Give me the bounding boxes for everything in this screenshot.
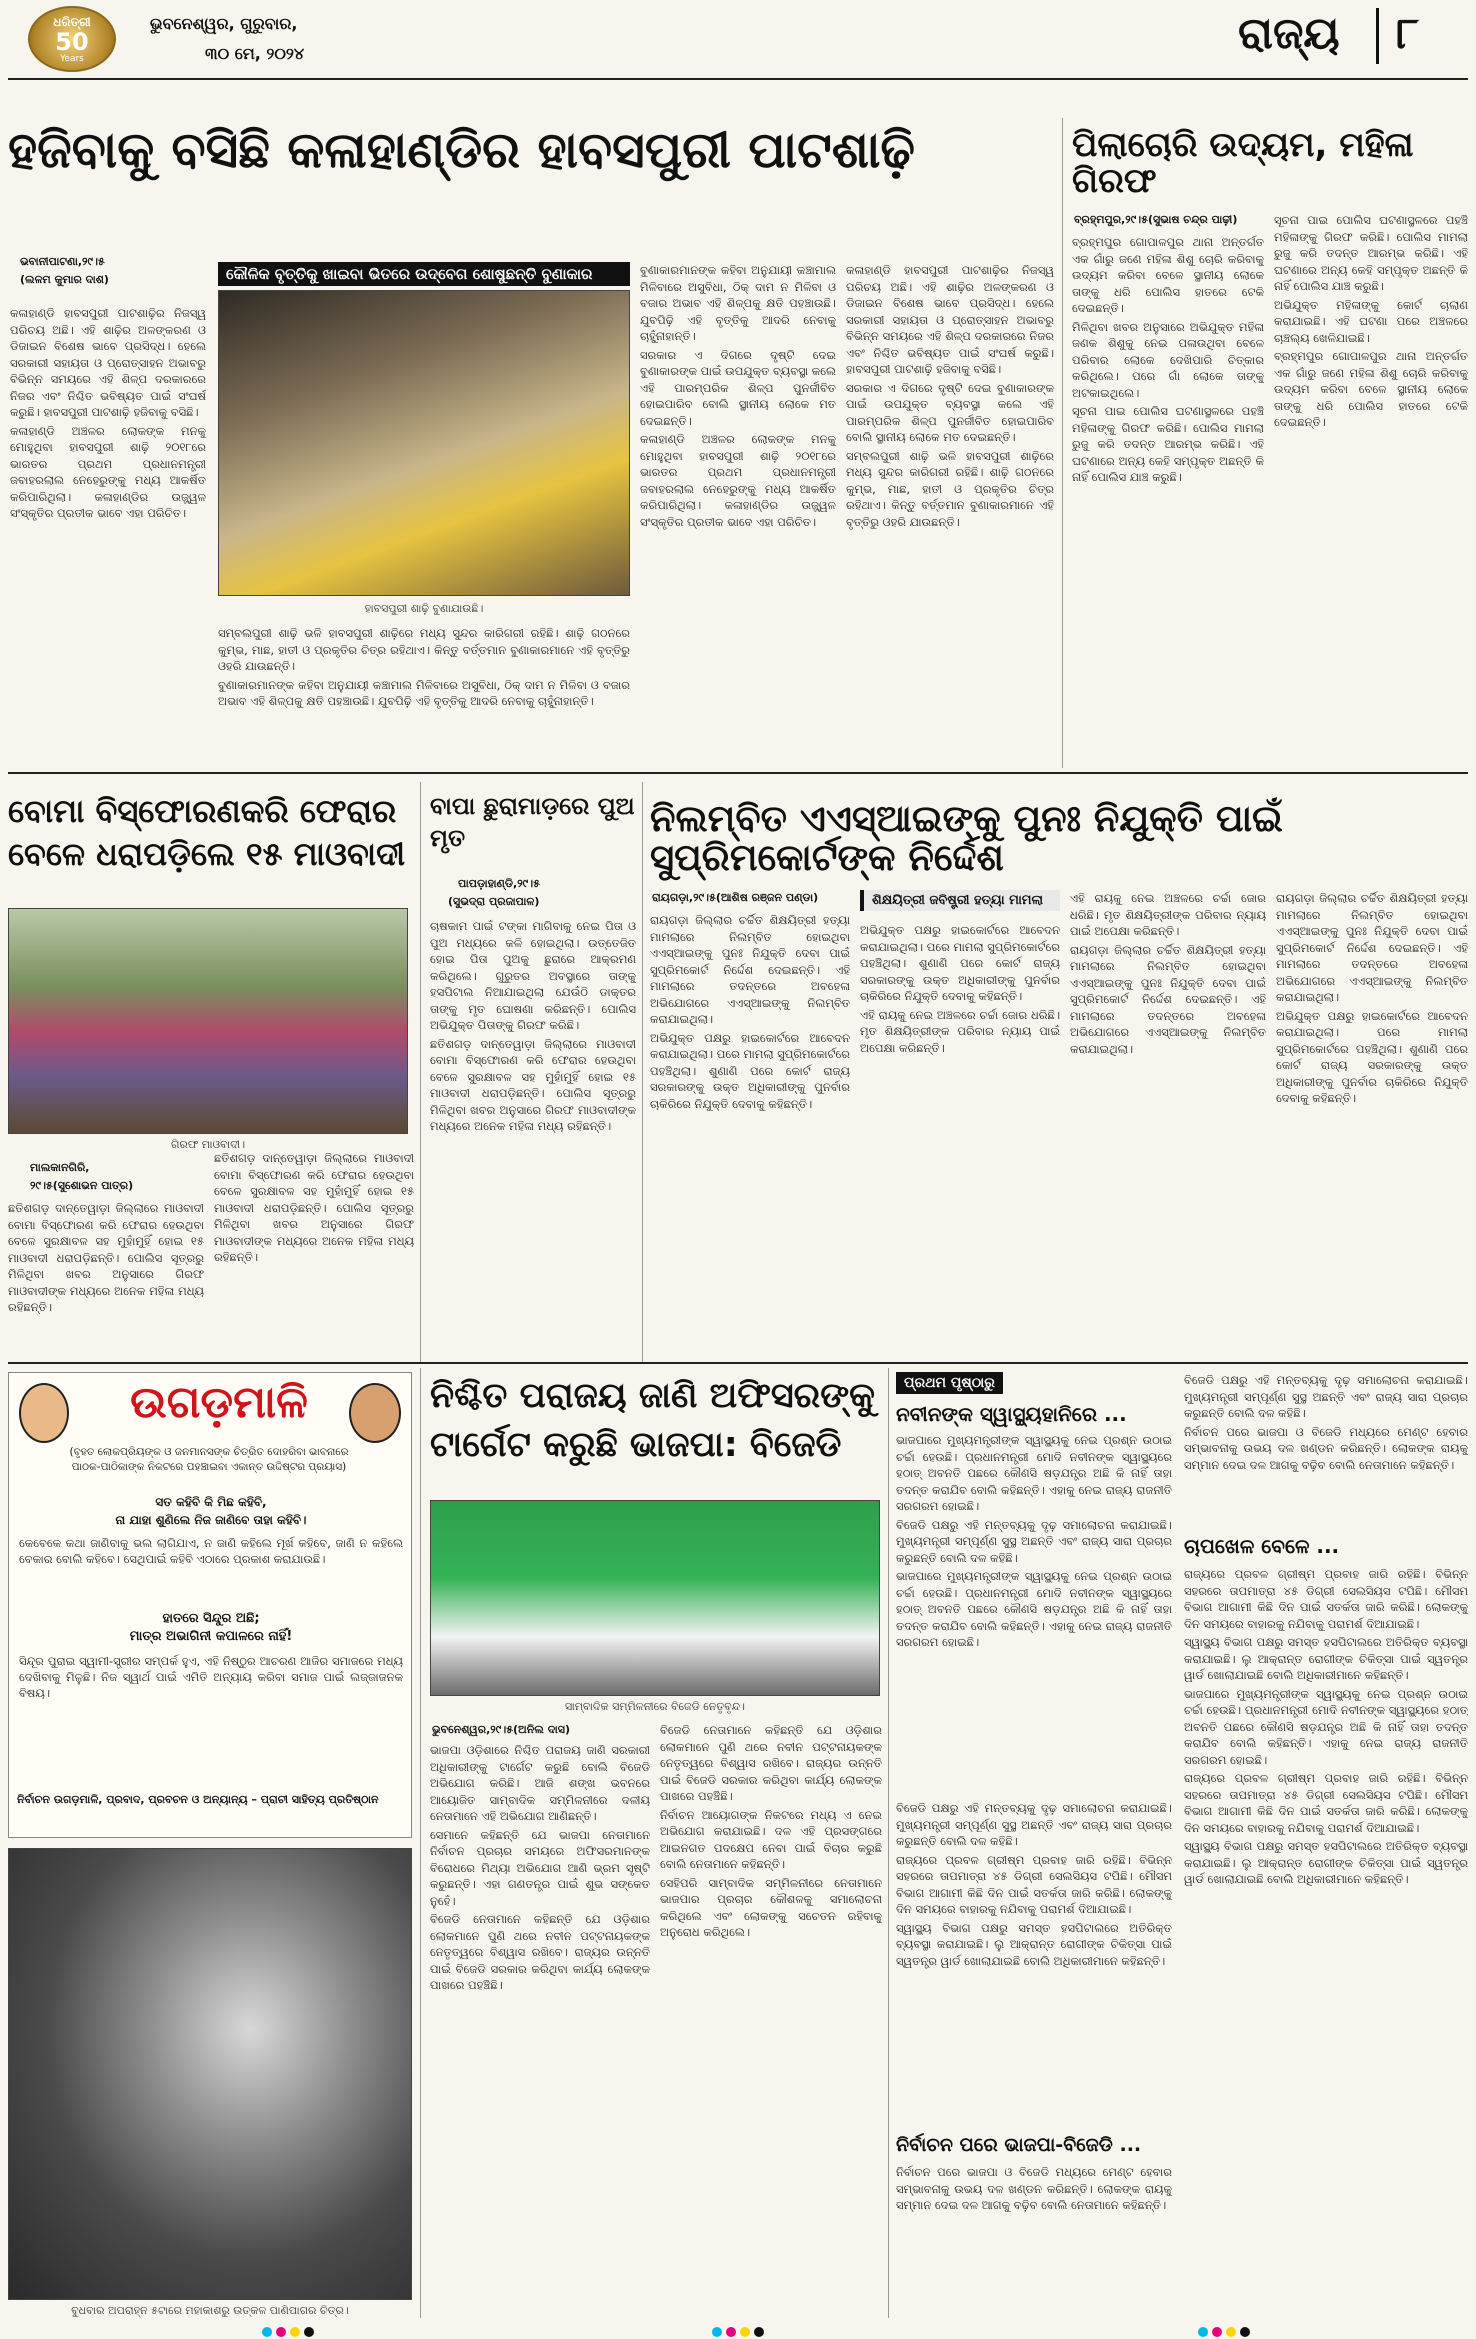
masthead xyxy=(0,0,1476,78)
lead-para-2b: କଳାହାଣ୍ଡି ଅଞ୍ଚଳର ଲୋକଙ୍କ ମନକୁ ମୋହୁଥିବା ହାବସପୁରୀ ଶାଢ଼ି ୨୦୧୮ରେ ଭାରତର ପ୍ରଥମ ପ୍ରଧାନମନ୍ତ୍ରୀ ଜବାହରଲାଲ ନେହେରୁଙ୍କୁ ମଧ୍ୟ ଆକର୍ଷିତ କରିପାରିଥିଲା। କଳାହାଣ୍ଡିର ଉଜ୍ଜ୍ୱଳ ସଂସ୍କୃତିର ପ୍ରତୀକ ଭାବେ ଏହା ପରିଚିତ। xyxy=(640,432,836,529)
sidebar-col-2 xyxy=(1274,212,1468,764)
lead-headline: ହଜିବାକୁ ବସିଛି କଳାହାଣ୍ଡିର ହାବସପୁରୀ ପାଟଶାଢ଼ି xyxy=(8,121,915,179)
bjd-para-1: ଭାଜପା ଓଡ଼ିଶାରେ ନିଶ୍ଚିତ ପରାଜୟ ଜାଣି ସରକାରୀ ଅଧିକାରୀଙ୍କୁ ଟାର୍ଗେଟ କରୁଛି ବୋଲି ବିଜେଡି ଅଭିଯୋଗ କରିଛି। ଆଜି ଶଙ୍ଖ ଭବନରେ ଆୟୋଜିତ ସାମ୍ବାଦିକ ସମ୍ମିଳନୀରେ ଦଳୀୟ ନେତାମାନେ ଏହି ଅଭିଯୋଗ ଆଣିଛନ୍ତି। xyxy=(430,1743,650,1823)
court-headline: ନିଲମ୍ବିତ ଏଏସ୍‌ଆଇଙ୍କୁ ପୁନଃ ନିଯୁକ୍ତି ପାଇଁ ସୁପ୍ରିମକୋର୍ଟଙ୍କ ନିର୍ଦ୍ଦେଶ xyxy=(650,797,1283,879)
front-continued-label: ପ୍ରଥମ ପୃଷ୍ଠାରୁ xyxy=(896,1372,1003,1394)
court-para-2c: ଅଭିଯୁକ୍ତ ପକ୍ଷରୁ ହାଇକୋର୍ଟରେ ଆବେଦନ କରାଯାଇଥିଲା। ପରେ ମାମଲା ସୁପ୍ରିମକୋର୍ଟରେ ପହଞ୍ଚିଥିଲା। ଶୁଣାଣି ପରେ କୋର୍ଟ ରାଜ୍ୟ ସରକାରଙ୍କୁ ଉକ୍ତ ଅଧିକାରୀଙ୍କୁ ପୁନର୍ବାର ଚାକିରିରେ ନିଯୁକ୍ତି ଦେବାକୁ କହିଛନ୍ତି। xyxy=(1276,1008,1468,1105)
lead-photo-caption: ହାବସପୁରୀ ଶାଢ଼ି ବୁଣାଯାଉଛି। xyxy=(364,602,484,615)
lead-reporter: (ଲଳମ କୁମାର ଦାଶ) xyxy=(20,273,109,286)
small-story-reporter: (ସୁଭଦ୍ରା ପ୍ରଜାପାଳ) xyxy=(448,895,540,908)
front-para-5: ସ୍ୱାସ୍ଥ୍ୟ ବିଭାଗ ପକ୍ଷରୁ ସମସ୍ତ ହସପିଟାଲରେ ଅତିରିକ୍ତ ବ୍ୟବସ୍ଥା କରାଯାଇଛି। ଲୁ ଆକ୍ରାନ୍ତ ରୋଗୀଙ୍କ ଚିକିତ୍ସା ପାଇଁ ସ୍ୱତନ୍ତ୍ର ୱାର୍ଡ ଖୋଲାଯାଇଛି ବୋଲି ଅଧିକାରୀମାନେ କହିଛନ୍ତି। xyxy=(1184,1635,1468,1682)
cartoon-box xyxy=(8,1372,412,1838)
bjd-para-5: ସେହିପରି ସାମ୍ବାଦିକ ସମ୍ମିଳନୀରେ ନେତାମାନେ ଭାଜପାର ପ୍ରଚାର କୌଶଳକୁ ସମାଲୋଚନା କରିଥିଲେ ଏବଂ ଲୋକଙ୍କୁ ସଚେତନ ରହିବାକୁ ଅନୁରୋଧ କରିଥିଲେ। xyxy=(660,1875,882,1939)
lead-col-1 xyxy=(10,305,206,763)
front-para-2c: ବିଜେଡି ପକ୍ଷରୁ ଏହି ମନ୍ତବ୍ୟକୁ ଦୃଢ଼ ସମାଲୋଚନା କରାଯାଇଛି। ମୁଖ୍ୟମନ୍ତ୍ରୀ ସମ୍ପୂର୍ଣ୍ଣ ସୁସ୍ଥ ଅଛନ୍ତି ଏବଂ ରାଜ୍ୟ ସାରା ପ୍ରଚାର କରୁଛନ୍ତି ବୋଲି ଦଳ କହିଛି। xyxy=(1184,1373,1468,1420)
cartoon-para-1: କେବେକେ କଥା ଜାଣିବାକୁ ଭଲ ଲାଗିଯାଏ, ନ ଜାଣି କହିଲେ ମୂର୍ଖ କହିବେ, ଜାଣି ନ କହିଲେ ବେକାର ବୋଲି କହିବେ। ସେଥିପାଇଁ କହିବି ଏଠାରେ ପ୍ରକାଶ କରାଯାଉଛି। xyxy=(19,1536,403,1566)
bjd-headline: ନିଶ୍ଚିତ ପରାଜୟ ଜାଣି ଅଫିସରଙ୍କୁ ଟାର୍ଗେଟ କରୁଛି ଭାଜପା: ବିଜେଡି xyxy=(430,1376,876,1465)
lead-para-4b: ବୁଣାକାରମାନଙ୍କ କହିବା ଅନୁଯାୟୀ କଞ୍ଚାମାଲ ମିଳିବାରେ ଅସୁବିଧା, ଠିକ୍ ଦାମ ନ ମିଳିବା ଓ ବଜାର ଅଭାବ ଏହି ଶିଳ୍ପକୁ କ୍ଷତି ପହଞ୍ଚାଉଛି। ଯୁବପିଢ଼ି ଏହି ବୃତ୍ତିକୁ ଆଦରି ନେବାକୁ ଚାହୁଁନାହାନ୍ତି। xyxy=(640,263,836,343)
cartoon-subhead-2: ମାତ୍ର ଅଭାଗିନୀ କପାଳରେ ନାହିଁ! xyxy=(129,1629,293,1644)
bjd-col-1 xyxy=(430,1742,650,2312)
weather-caption: ବୁଧବାର ଅପରାହ୍ନ ୫ଟାରେ ମହାକାଶରୁ ଉତ୍କଳ ପାଣିପାଗର ଚିତ୍ର। xyxy=(71,2304,349,2317)
small-story-para-1: ଚାଷକାମ ପାଇଁ ଟଙ୍କା ମାଗିବାକୁ ନେଇ ପିତା ଓ ପୁଅ ମଧ୍ୟରେ କଳି ହୋଇଥିଲା। ଉତ୍ତେଜିତ ହୋଇ ପିତା ପୁଅକୁ ଛୁରାରେ ଆକ୍ରମଣ କରିଥିଲେ। ଗୁରୁତର ଅବସ୍ଥାରେ ତାଙ୍କୁ ହସପିଟାଲ ନିଆଯାଇଥିଲା ଯେଉଁଠି ଡାକ୍ତର ତାଙ୍କୁ ମୃତ ଘୋଷଣା କରିଛନ୍ତି। ପୋଲିସ ଅଭିଯୁକ୍ତ ପିତାଙ୍କୁ ଗିରଫ କରିଛି। xyxy=(430,919,636,1032)
maoist-col-2 xyxy=(214,1150,414,1358)
front-para-5c: ସ୍ୱାସ୍ଥ୍ୟ ବିଭାଗ ପକ୍ଷରୁ ସମସ୍ତ ହସପିଟାଲରେ ଅତିରିକ୍ତ ବ୍ୟବସ୍ଥା କରାଯାଇଛି। ଲୁ ଆକ୍ରାନ୍ତ ରୋଗୀଙ୍କ ଚିକିତ୍ସା ପାଇଁ ସ୍ୱତନ୍ତ୍ର ୱାର୍ଡ ଖୋଲାଯାଇଛି ବୋଲି ଅଧିକାରୀମାନେ କହିଛନ୍ତି। xyxy=(1184,1839,1468,1886)
lead-photo-kicker: କୌଳିକ ବୃତ୍ତିକୁ ଖାଇବା ଭିତରେ ଉଦ୍‌ବେଗ ଶୋଷୁଛନ୍ତି ବୁଣାକାର xyxy=(218,262,630,286)
lead-para-3b: ସମ୍ବଲପୁରୀ ଶାଢ଼ି ଭଳି ହାବସପୁରୀ ଶାଢ଼ିରେ ମଧ୍ୟ ସୁନ୍ଦର କାରିଗରୀ ରହିଛି। ଶାଢ଼ି ଗଠନରେ କୁମ୍ଭ, ମାଛ, ହାତୀ ଓ ପ୍ରକୃତିର ଚିତ୍ର ରହିଥାଏ। କିନ୍ତୁ ବର୍ତ୍ତମାନ ବୁଣାକାରମାନେ ଏହି ବୃତ୍ତିରୁ ଓହରି ଯାଉଛନ୍ତି। xyxy=(846,448,1054,529)
registration-dots-right xyxy=(1198,2322,1254,2339)
court-para-2: ଅଭିଯୁକ୍ତ ପକ୍ଷରୁ ହାଇକୋର୍ଟରେ ଆବେଦନ କରାଯାଇଥିଲା। ପରେ ମାମଲା ସୁପ୍ରିମକୋର୍ଟରେ ପହଞ୍ଚିଥିଲା। ଶୁଣାଣି ପରେ କୋର୍ଟ ରାଜ୍ୟ ସରକାରଙ୍କୁ ଉକ୍ତ ଅଧିକାରୀଙ୍କୁ ପୁନର୍ବାର ଚାକିରିରେ ନିଯୁକ୍ତି ଦେବାକୁ କହିଛନ୍ତି। xyxy=(650,1030,850,1111)
lead-col-3 xyxy=(640,262,836,767)
dot-black xyxy=(754,2327,764,2337)
small-story-para-2: ଛତିଶଗଡ଼ ଦାନ୍ତେୱାଡ଼ା ଜିଲ୍ଲାରେ ମାଓବାଦୀ ବୋମା ବିସ୍ଫୋରଣ କରି ଫେରାର ହେଉଥିବା ବେଳେ ସୁରକ୍ଷାବଳ ସହ ମୁହାଁମୁହିଁ ହୋଇ ୧୫ ମାଓବାଦୀ ଧରାପଡ଼ିଛନ୍ତି। ପୋଲିସ ସୂତ୍ରରୁ ମିଳିଥିବା ଖବର ଅନୁସାରେ ଗିରଫ ମାଓବାଦୀଙ୍କ ମଧ୍ୟରେ ଅନେକ ମହିଳା ମଧ୍ୟ ରହିଛନ୍ତି। xyxy=(430,1036,636,1133)
court-dateline: ରାୟଗଡ଼ା,୨୯।୫(ଆଶିଷ ରଞ୍ଜନ ପଣ୍ଡା) xyxy=(652,891,819,904)
front-para-3c: ନିର୍ବାଚନ ପରେ ଭାଜପା ଓ ବିଜେଡି ମଧ୍ୟରେ ମେଣ୍ଟ ହେବାର ସମ୍ଭାବନାକୁ ଉଭୟ ଦଳ ଖଣ୍ଡନ କରିଛନ୍ତି। ଲୋକଙ୍କ ରାୟକୁ ସମ୍ମାନ ଦେଇ ଦଳ ଆଗକୁ ବଢ଼ିବ ବୋଲି ନେତାମାନେ କହିଛନ୍ତି। xyxy=(1184,1424,1468,1472)
front-para-3: ନିର୍ବାଚନ ପରେ ଭାଜପା ଓ ବିଜେଡି ମଧ୍ୟରେ ମେଣ୍ଟ ହେବାର ସମ୍ଭାବନାକୁ ଉଭୟ ଦଳ ଖଣ୍ଡନ କରିଛନ୍ତି। ଲୋକଙ୍କ ରାୟକୁ ସମ୍ମାନ ଦେଇ ଦଳ ଆଗକୁ ବଢ଼ିବ ବୋଲି ନେତାମାନେ କହିଛନ୍ତି। xyxy=(896,2165,1172,2212)
place-day: ଭୁବନେଶ୍ୱର, ଗୁରୁବାର, xyxy=(150,14,298,33)
court-col-1 xyxy=(650,912,850,1358)
lead-para-2: କଳାହାଣ୍ଡି ଅଞ୍ଚଳର ଲୋକଙ୍କ ମନକୁ ମୋହୁଥିବା ହାବସପୁରୀ ଶାଢ଼ି ୨୦୧୮ରେ ଭାରତର ପ୍ରଥମ ପ୍ରଧାନମନ୍ତ୍ରୀ ଜବାହରଲାଲ ନେହେରୁଙ୍କୁ ମଧ୍ୟ ଆକର୍ଷିତ କରିପାରିଥିଲା। କଳାହାଣ୍ଡିର ଉଜ୍ଜ୍ୱଳ ସଂସ୍କୃତିର ପ୍ରତୀକ ଭାବେ ଏହା ପରିଚିତ। xyxy=(10,423,206,520)
bjd-para-3b: ବିଜେଡି ନେତାମାନେ କହିଛନ୍ତି ଯେ ଓଡ଼ିଶାର ଲୋକମାନେ ପୁଣି ଥରେ ନବୀନ ପଟ୍ଟନାୟକଙ୍କ ନେତୃତ୍ୱରେ ବିଶ୍ୱାସ ରଖିବେ। ରାଜ୍ୟର ଉନ୍ନତି ପାଇଁ ବିଜେଡି ସରକାର କରିଥିବା କାର୍ଯ୍ୟ ଲୋକଙ୍କ ପାଖରେ ପହଞ୍ଚିଛି। xyxy=(660,1723,882,1803)
cartoon-line-1: ସତ କହିବି କି ମିଛ କହିବି, xyxy=(155,1495,267,1509)
bjd-para-2: ସେମାନେ କହିଛନ୍ତି ଯେ ଭାଜପା ନେତାମାନେ ନିର୍ବାଚନ ପ୍ରଚାର ସମୟରେ ଅଫିସରମାନଙ୍କ ବିରୋଧରେ ମିଥ୍ୟା ଅଭିଯୋଗ ଆଣି ଭ୍ରମ ସୃଷ୍ଟି କରୁଛନ୍ତି। ଏହା ଗଣତନ୍ତ୍ର ପାଇଁ ଶୁଭ ସଙ୍କେତ ନୁହେଁ। xyxy=(430,1827,650,1908)
lead-col-2 xyxy=(218,625,630,765)
sidebar-dateline: ବ୍ରହ୍ମପୁର,୨୯।୫(ସୁଭାଷ ଚନ୍ଦ୍ର ପାଢ଼ୀ) xyxy=(1074,213,1238,226)
cartoon-face-left xyxy=(19,1383,69,1443)
court-para-2b: ଅଭିଯୁକ୍ତ ପକ୍ଷରୁ ହାଇକୋର୍ଟରେ ଆବେଦନ କରାଯାଇଥିଲା। ପରେ ମାମଲା ସୁପ୍ରିମକୋର୍ଟରେ ପହଞ୍ଚିଥିଲା। ଶୁଣାଣି ପରେ କୋର୍ଟ ରାଜ୍ୟ ସରକାରଙ୍କୁ ଉକ୍ତ ଅଧିକାରୀଙ୍କୁ ପୁନର୍ବାର ଚାକିରିରେ ନିଯୁକ୍ତି ଦେବାକୁ କହିଛନ୍ତି। xyxy=(860,923,1060,1003)
cartoon-subhead: ହାତରେ ସିନ୍ଦୁର ଅଛି; xyxy=(162,1611,260,1626)
bjd-para-4: ନିର୍ବାଚନ ଆୟୋଗଙ୍କ ନିକଟରେ ମଧ୍ୟ ଏ ନେଇ ଅଭିଯୋଗ କରାଯାଇଛି। ଦଳ ଏହି ପ୍ରସଙ୍ଗରେ ଆଇନଗତ ପଦକ୍ଷେପ ନେବା ପାଇଁ ବିଚାର କରୁଛି ବୋଲି ନେତାମାନେ କହିଛନ୍ତି। xyxy=(660,1807,882,1871)
maoist-col-1 xyxy=(8,1200,204,1358)
bjd-press-photo xyxy=(430,1500,880,1696)
front-continued-h1: ନବୀନଙ୍କ ସ୍ୱାସ୍ଥ୍ୟହାନିରେ ... xyxy=(896,1402,1127,1426)
court-col-4 xyxy=(1276,890,1468,1358)
cartoon-line-2: ନା ଯାହା ଶୁଣିଲେ ନିଜ ଜାଣିବେ ତାହା କହିବି। xyxy=(115,1513,307,1527)
dot-magenta xyxy=(1212,2327,1222,2337)
maoist-dateline: ମାଲକାନଗିରି, xyxy=(30,1161,90,1174)
sidebar-col-1 xyxy=(1072,234,1264,764)
front-col-2 xyxy=(1184,1372,1468,1530)
court-para-1: ରାୟଗଡ଼ା ଜିଲ୍ଲାର ଚର୍ଚ୍ଚିତ ଶିକ୍ଷୟିତ୍ରୀ ହତ୍ୟା ମାମଲାରେ ନିଲମ୍ବିତ ହୋଇଥିବା ଏଏସ୍‌ଆଇଙ୍କୁ ପୁନଃ ନିଯୁକ୍ତି ଦେବା ପାଇଁ ସୁପ୍ରିମକୋର୍ଟ ନିର୍ଦ୍ଦେଶ ଦେଇଛନ୍ତି। ଏହି ମାମଲାରେ ତଦନ୍ତରେ ଅବହେଳା ଅଭିଯୋଗରେ ଏଏସ୍‌ଆଇଙ୍କୁ ନିଲମ୍ବିତ କରାଯାଇଥିଲା। xyxy=(650,913,850,1026)
sidebar-para-2: ମିଳିଥିବା ଖବର ଅନୁସାରେ ଅଭିଯୁକ୍ତ ମହିଳା ଜଣକ ଶିଶୁକୁ ନେଇ ପଳାଉଥିବା ବେଳେ ପରିବାର ଲୋକେ ଦେଖିପାରି ଚିତ୍କାର କରିଥିଲେ। ପରେ ଗାଁ ଲୋକେ ତାଙ୍କୁ ଅଟକାଇଥିଲେ। xyxy=(1072,319,1264,400)
maoist-photo-caption: ଗିରଫ ମାଓବାଦୀ। xyxy=(170,1138,246,1151)
lead-col-4 xyxy=(846,262,1054,767)
section-name: ରାଜ୍ୟ xyxy=(1238,8,1340,59)
front-col-1b xyxy=(896,1800,1172,2130)
cartoon-title: ଉଗଡ଼ମାଳି xyxy=(130,1377,308,1428)
sidebar-headline: ପିଲାଚୋରି ଉଦ୍ୟମ, ମହିଳା ଗିରଫ xyxy=(1072,125,1414,201)
front-continued-h3: ଚାପଖେଳ ବେଳେ ... xyxy=(1184,1534,1340,1558)
front-para-4b: ରାଜ୍ୟରେ ପ୍ରବଳ ଗ୍ରୀଷ୍ମ ପ୍ରବାହ ଜାରି ରହିଛି। ବିଭିନ୍ନ ସହରରେ ତାପମାତ୍ରା ୪୫ ଡିଗ୍ରୀ ସେଲସିୟସ ଟପିଛି। ମୌସମ ବିଭାଗ ଆଗାମୀ କିଛି ଦିନ ପାଇଁ ସତର୍କତା ଜାରି କରିଛି। ଲୋକଙ୍କୁ ଦିନ ସମୟରେ ବାହାରକୁ ନଯିବାକୁ ପରାମର୍ଶ ଦିଆଯାଇଛି। xyxy=(896,1852,1172,1916)
lead-para-1b: କଳାହାଣ୍ଡି ହାବସପୁରୀ ପାଟଶାଢ଼ିର ନିଜସ୍ୱ ପରିଚୟ ଅଛି। ଏହି ଶାଢ଼ିର ଅଳଙ୍କରଣ ଓ ଡିଜାଇନ ବିଶେଷ ଭାବେ ପ୍ରସିଦ୍ଧ। ହେଲେ ସରକାରୀ ସହାୟତା ଓ ପ୍ରୋତ୍ସାହନ ଅଭାବରୁ ବିଭିନ୍ନ ସମୟରେ ଏହି ଶିଳ୍ପ ଦରକାରରେ ନିଜର ଏବଂ ନିଶ୍ଚିତ ଭବିଷ୍ୟତ ପାଇଁ ସଂଘର୍ଷ କରୁଛି। ହାବସପୁରୀ ପାଟଶାଢ଼ି ହଜିବାକୁ ବସିଛି। xyxy=(846,263,1054,376)
bjd-photo-caption: ସାମ୍ବାଦିକ ସମ୍ମିଳନୀରେ ବିଜେଡି ନେତୃବୃନ୍ଦ। xyxy=(565,1700,745,1713)
front-col-2b xyxy=(1184,1566,1468,2312)
logo-sub: Years xyxy=(60,54,84,64)
cartoon-footer: ନିର୍ବାଚନ ଉଗଡ଼ମାଳି, ପ୍ରବାଦ, ପ୍ରବଚନ ଓ ଅନ୍ୟାନ୍ୟ – ପ୍ରାଚୀ ସାହିତ୍ୟ ପ୍ରତିଷ୍ଠାନ xyxy=(17,1793,379,1806)
front-para-5b: ସ୍ୱାସ୍ଥ୍ୟ ବିଭାଗ ପକ୍ଷରୁ ସମସ୍ତ ହସପିଟାଲରେ ଅତିରିକ୍ତ ବ୍ୟବସ୍ଥା କରାଯାଇଛି। ଲୁ ଆକ୍ରାନ୍ତ ରୋଗୀଙ୍କ ଚିକିତ୍ସା ପାଇଁ ସ୍ୱତନ୍ତ୍ର ୱାର୍ଡ ଖୋଲାଯାଇଛି ବୋଲି ଅଧିକାରୀମାନେ କହିଛନ୍ତି। xyxy=(896,1920,1172,1968)
sidebar-para-4: ଅଭିଯୁକ୍ତ ମହିଳାଙ୍କୁ କୋର୍ଟ ଚାଲାଣ କରାଯାଇଛି। ଏହି ଘଟଣା ପରେ ଅଞ୍ଚଳରେ ଚାଞ୍ଚଲ୍ୟ ଖେଳିଯାଇଛି। xyxy=(1274,297,1468,345)
court-para-1c: ରାୟଗଡ଼ା ଜିଲ୍ଲାର ଚର୍ଚ୍ଚିତ ଶିକ୍ଷୟିତ୍ରୀ ହତ୍ୟା ମାମଲାରେ ନିଲମ୍ବିତ ହୋଇଥିବା ଏଏସ୍‌ଆଇଙ୍କୁ ପୁନଃ ନିଯୁକ୍ତି ଦେବା ପାଇଁ ସୁପ୍ରିମକୋର୍ଟ ନିର୍ଦ୍ଦେଶ ଦେଇଛନ୍ତି। ଏହି ମାମଲାରେ ତଦନ୍ତରେ ଅବହେଳା ଅଭିଯୋଗରେ ଏଏସ୍‌ଆଇଙ୍କୁ ନିଲମ୍ବିତ କରାଯାଇଥିଲା। xyxy=(1276,891,1468,1004)
dot-yellow xyxy=(1226,2327,1236,2337)
lead-photo-loom xyxy=(218,290,630,596)
lead-para-1: କଳାହାଣ୍ଡି ହାବସପୁରୀ ପାଟଶାଢ଼ିର ନିଜସ୍ୱ ପରିଚୟ ଅଛି। ଏହି ଶାଢ଼ିର ଅଳଙ୍କରଣ ଓ ଡିଜାଇନ ବିଶେଷ ଭାବେ ପ୍ରସିଦ୍ଧ। ହେଲେ ସରକାରୀ ସହାୟତା ଓ ପ୍ରୋତ୍ସାହନ ଅଭାବରୁ ବିଭିନ୍ନ ସମୟରେ ଏହି ଶିଳ୍ପ ଦରକାରରେ ନିଜର ଏବଂ ନିଶ୍ଚିତ ଭବିଷ୍ୟତ ପାଇଁ ସଂଘର୍ଷ କରୁଛି। ହାବସପୁରୀ ପାଟଶାଢ଼ି ହଜିବାକୁ ବସିଛି। xyxy=(10,306,206,419)
lead-para-5b: ସରକାର ଏ ଦିଗରେ ଦୃଷ୍ଟି ଦେଇ ବୁଣାକାରଙ୍କ ପାଇଁ ଉପଯୁକ୍ତ ବ୍ୟବସ୍ଥା କଲେ ଏହି ପାରମ୍ପରିକ ଶିଳ୍ପ ପୁନର୍ଜୀବିତ ହୋଇପାରିବ ବୋଲି ସ୍ଥାନୀୟ ଲୋକେ ମତ ଦେଇଛନ୍ତି। xyxy=(846,380,1054,444)
masthead-rule xyxy=(8,78,1468,80)
front-para-4: ରାଜ୍ୟରେ ପ୍ରବଳ ଗ୍ରୀଷ୍ମ ପ୍ରବାହ ଜାରି ରହିଛି। ବିଭିନ୍ନ ସହରରେ ତାପମାତ୍ରା ୪୫ ଡିଗ୍ରୀ ସେଲସିୟସ ଟପିଛି। ମୌସମ ବିଭାଗ ଆଗାମୀ କିଛି ଦିନ ପାଇଁ ସତର୍କତା ଜାରି କରିଛି। ଲୋକଙ୍କୁ ଦିନ ସମୟରେ ବାହାରକୁ ନଯିବାକୁ ପରାମର୍ଶ ଦିଆଯାଇଛି। xyxy=(1184,1567,1468,1631)
lead-dateline: ଭବାନୀପାଟଣା,୨୯।୫ xyxy=(20,255,105,268)
dot-black xyxy=(304,2327,314,2337)
dot-cyan xyxy=(712,2327,722,2337)
section-divider xyxy=(1376,8,1379,64)
front-para-2b: ବିଜେଡି ପକ୍ଷରୁ ଏହି ମନ୍ତବ୍ୟକୁ ଦୃଢ଼ ସମାଲୋଚନା କରାଯାଇଛି। ମୁଖ୍ୟମନ୍ତ୍ରୀ ସମ୍ପୂର୍ଣ୍ଣ ସୁସ୍ଥ ଅଛନ୍ତି ଏବଂ ରାଜ୍ୟ ସାରା ପ୍ରଚାର କରୁଛନ୍ତି ବୋଲି ଦଳ କହିଛି। xyxy=(896,1801,1172,1848)
registration-dots-center xyxy=(712,2322,768,2339)
maoist-dateline-2: ୨୯।୫(ସୁଶୋଭନ ପାତ୍ର) xyxy=(30,1179,134,1192)
small-story-headline: ବାପା ଛୁରାମାଡ଼ରେ ପୁଅ ମୃତ xyxy=(430,792,635,853)
bjd-dateline: ଭୁବନେଶ୍ୱର,୨୯।୫(ଅନିଲ ଦାସ) xyxy=(432,1723,570,1736)
cartoon-subtitle: (ବୃହତ ଲୋକପ୍ରିୟଙ୍କ ଓ ଜନମାନସଙ୍କ ଚିତ୍ରିତ ଦୋହରିବା ଭାବନାରେ ପାଠକ-ପାଠିକାଙ୍କ ନିକଟରେ ପହଞ୍ଚାଇବା ଏକାନ୍ତ ଉଦ୍ଦିଷ୍ଟର ପ୍ରୟାସ) xyxy=(69,1446,349,1473)
sidebar-para-1b: ବ୍ରହ୍ମପୁର ଗୋପାଳପୁର ଥାନା ଅନ୍ତର୍ଗତ ଏକ ଗାଁରୁ ଜଣେ ମହିଳା ଶିଶୁ ଚୋରି କରିବାକୁ ଉଦ୍ୟମ କରିବା ବେଳେ ସ୍ଥାନୀୟ ଲୋକେ ତାଙ୍କୁ ଧରି ପୋଲିସ ହାତରେ ଟେକି ଦେଇଛନ୍ତି। xyxy=(1274,349,1468,429)
front-col-1 xyxy=(896,1432,1172,1792)
court-col-3 xyxy=(1070,890,1266,1358)
bjd-para-3: ବିଜେଡି ନେତାମାନେ କହିଛନ୍ତି ଯେ ଓଡ଼ିଶାର ଲୋକମାନେ ପୁଣି ଥରେ ନବୀନ ପଟ୍ଟନାୟକଙ୍କ ନେତୃତ୍ୱରେ ବିଶ୍ୱାସ ରଖିବେ। ରାଜ୍ୟର ଉନ୍ନତି ପାଇଁ ବିଜେଡି ସରକାର କରିଥିବା କାର୍ଯ୍ୟ ଲୋକଙ୍କ ପାଖରେ ପହଞ୍ଚିଛି। xyxy=(430,1912,650,1992)
front-continued-h2: ନିର୍ବାଚନ ପରେ ଭାଜପା-ବିଜେଡି ... xyxy=(896,2134,1142,2156)
front-para-1: ଭାଜପାରେ ମୁଖ୍ୟମନ୍ତ୍ରୀଙ୍କ ସ୍ୱାସ୍ଥ୍ୟକୁ ନେଇ ପ୍ରଶ୍ନ ଉଠାଇ ଚର୍ଚ୍ଚା ହେଉଛି। ପ୍ରଧାନମନ୍ତ୍ରୀ ମୋଦି ନବୀନଙ୍କ ସ୍ୱାସ୍ଥ୍ୟରେ ହଠାତ୍ ଅବନତି ପଛରେ କୌଣସି ଷଡ଼ଯନ୍ତ୍ର ଅଛି କି ନାହିଁ ତାହା ତଦନ୍ତ କରାଯିବ ବୋଲି କହିଛନ୍ତି। ଏହାକୁ ନେଇ ରାଜ୍ୟ ରାଜନୀତି ସରଗରମ ହୋଇଛି। xyxy=(896,1433,1172,1513)
sidebar-para-3b: ସୂଚନା ପାଇ ପୋଲିସ ଘଟଣାସ୍ଥଳରେ ପହଞ୍ଚି ମହିଳାଙ୍କୁ ଗିରଫ କରିଛି। ପୋଲିସ ମାମଲା ରୁଜୁ କରି ତଦନ୍ତ ଆରମ୍ଭ କରିଛି। ଏହି ଘଟଣାରେ ଅନ୍ୟ କେହି ସମ୍ପୃକ୍ତ ଅଛନ୍ତି କି ନାହିଁ ପୋଲିସ ଯାଞ୍ଚ କରୁଛି। xyxy=(1274,213,1468,293)
logo-text: ଧରିତ୍ରୀ xyxy=(53,15,91,29)
logo-years: 50 xyxy=(55,28,89,56)
dot-black xyxy=(1240,2327,1250,2337)
court-para-1b: ରାୟଗଡ଼ା ଜିଲ୍ଲାର ଚର୍ଚ୍ଚିତ ଶିକ୍ଷୟିତ୍ରୀ ହତ୍ୟା ମାମଲାରେ ନିଲମ୍ବିତ ହୋଇଥିବା ଏଏସ୍‌ଆଇଙ୍କୁ ପୁନଃ ନିଯୁକ୍ତି ଦେବା ପାଇଁ ସୁପ୍ରିମକୋର୍ଟ ନିର୍ଦ୍ଦେଶ ଦେଇଛନ୍ତି। ଏହି ମାମଲାରେ ତଦନ୍ତରେ ଅବହେଳା ଅଭିଯୋଗରେ ଏଏସ୍‌ଆଇଙ୍କୁ ନିଲମ୍ବିତ କରାଯାଇଥିଲା। xyxy=(1070,942,1266,1056)
court-para-3b: ଏହି ରାୟକୁ ନେଇ ଅଞ୍ଚଳରେ ଚର୍ଚ୍ଚା ଜୋର ଧରିଛି। ମୃତ ଶିକ୍ଷୟିତ୍ରୀଙ୍କ ପରିବାର ନ୍ୟାୟ ପାଇଁ ଅପେକ୍ଷା କରିଛନ୍ତି। xyxy=(1070,891,1266,938)
lead-para-3: ସମ୍ବଲପୁରୀ ଶାଢ଼ି ଭଳି ହାବସପୁରୀ ଶାଢ଼ିରେ ମଧ୍ୟ ସୁନ୍ଦର କାରିଗରୀ ରହିଛି। ଶାଢ଼ି ଗଠନରେ କୁମ୍ଭ, ମାଛ, ହାତୀ ଓ ପ୍ରକୃତିର ଚିତ୍ର ରହିଥାଏ। କିନ୍ତୁ ବର୍ତ୍ତମାନ ବୁଣାକାରମାନେ ଏହି ବୃତ୍ତିରୁ ଓହରି ଯାଉଛନ୍ତି। xyxy=(218,626,630,673)
page-number: ୮ xyxy=(1396,8,1419,59)
lead-para-5: ସରକାର ଏ ଦିଗରେ ଦୃଷ୍ଟି ଦେଇ ବୁଣାକାରଙ୍କ ପାଇଁ ଉପଯୁକ୍ତ ବ୍ୟବସ୍ଥା କଲେ ଏହି ପାରମ୍ପରିକ ଶିଳ୍ପ ପୁନର୍ଜୀବିତ ହୋଇପାରିବ ବୋଲି ସ୍ଥାନୀୟ ଲୋକେ ମତ ଦେଇଛନ୍ତି। xyxy=(640,347,836,428)
maoist-photo xyxy=(8,908,408,1134)
court-col-2 xyxy=(860,922,1060,1358)
dot-yellow xyxy=(290,2327,300,2337)
dot-magenta xyxy=(276,2327,286,2337)
dot-yellow xyxy=(740,2327,750,2337)
court-para-3: ଏହି ରାୟକୁ ନେଇ ଅଞ୍ଚଳରେ ଚର୍ଚ୍ଚା ଜୋର ଧରିଛି। ମୃତ ଶିକ୍ଷୟିତ୍ରୀଙ୍କ ପରିବାର ନ୍ୟାୟ ପାଇଁ ଅପେକ୍ଷା କରିଛନ୍ତି। xyxy=(860,1007,1060,1055)
maoist-headline: ବୋମା ବିସ୍ଫୋରଣକରି ଫେରାର ବେଳେ ଧରାପଡ଼ିଲେ ୧୫ ମାଓବାଦୀ xyxy=(8,792,406,874)
cartoon-para-2: ସିନ୍ଦୂର ପୁରାଇ ସ୍ୱାମୀ-ସ୍ତ୍ରୀର ସମ୍ପର୍କ ହୁଏ, ଏହି ନିଷ୍ଠୁର ଆଚରଣ ଆଜିର ସମାଜରେ ମଧ୍ୟ ଦେଖିବାକୁ ମିଳୁଛି। ନିଜ ସ୍ୱାର୍ଥ ପାଇଁ ଏମିତି ଅନ୍ୟାୟ କରିବା ସମାଜ ପାଇଁ ଲଜ୍ଜାଜନକ ବିଷୟ। xyxy=(19,1654,403,1700)
court-kicker: ଶିକ୍ଷୟିତ୍ରୀ ଜବିଷ୍ଟ୍ରୀ ହତ୍ୟା ମାମଲା xyxy=(860,890,1060,911)
anniversary-logo xyxy=(28,6,116,72)
front-para-4c: ରାଜ୍ୟରେ ପ୍ରବଳ ଗ୍ରୀଷ୍ମ ପ୍ରବାହ ଜାରି ରହିଛି। ବିଭିନ୍ନ ସହରରେ ତାପମାତ୍ରା ୪୫ ଡିଗ୍ରୀ ସେଲସିୟସ ଟପିଛି। ମୌସମ ବିଭାଗ ଆଗାମୀ କିଛି ଦିନ ପାଇଁ ସତର୍କତା ଜାରି କରିଛି। ଲୋକଙ୍କୁ ଦିନ ସମୟରେ ବାହାରକୁ ନଯିବାକୁ ପରାମର୍ଶ ଦିଆଯାଇଛି। xyxy=(1184,1771,1468,1835)
front-para-2: ବିଜେଡି ପକ୍ଷରୁ ଏହି ମନ୍ତବ୍ୟକୁ ଦୃଢ଼ ସମାଲୋଚନା କରାଯାଇଛି। ମୁଖ୍ୟମନ୍ତ୍ରୀ ସମ୍ପୂର୍ଣ୍ଣ ସୁସ୍ଥ ଅଛନ୍ତି ଏବଂ ରାଜ୍ୟ ସାରା ପ୍ରଚାର କରୁଛନ୍ତି ବୋଲି ଦଳ କହିଛି। xyxy=(896,1517,1172,1565)
maoist-para-1: ଛତିଶଗଡ଼ ଦାନ୍ତେୱାଡ଼ା ଜିଲ୍ଲାରେ ମାଓବାଦୀ ବୋମା ବିସ୍ଫୋରଣ କରି ଫେରାର ହେଉଥିବା ବେଳେ ସୁରକ୍ଷାବଳ ସହ ମୁହାଁମୁହିଁ ହୋଇ ୧୫ ମାଓବାଦୀ ଧରାପଡ଼ିଛନ୍ତି। ପୋଲିସ ସୂତ୍ରରୁ ମିଳିଥିବା ଖବର ଅନୁସାରେ ଗିରଫ ମାଓବାଦୀଙ୍କ ମଧ୍ୟରେ ଅନେକ ମହିଳା ମଧ୍ୟ ରହିଛନ୍ତି। xyxy=(8,1201,204,1314)
small-story-col xyxy=(430,918,636,1358)
issue-date: ୩୦ ମେ, ୨୦୨୪ xyxy=(205,44,305,63)
sidebar-para-1: ବ୍ରହ୍ମପୁର ଗୋପାଳପୁର ଥାନା ଅନ୍ତର୍ଗତ ଏକ ଗାଁରୁ ଜଣେ ମହିଳା ଶିଶୁ ଚୋରି କରିବାକୁ ଉଦ୍ୟମ କରିବା ବେଳେ ସ୍ଥାନୀୟ ଲୋକେ ତାଙ୍କୁ ଧରି ପୋଲିସ ହାତରେ ଟେକି ଦେଇଛନ୍ତି। xyxy=(1072,235,1264,315)
dot-cyan xyxy=(1198,2327,1208,2337)
weather-satellite-image xyxy=(8,1848,412,2300)
lead-para-4: ବୁଣାକାରମାନଙ୍କ କହିବା ଅନୁଯାୟୀ କଞ୍ଚାମାଲ ମିଳିବାରେ ଅସୁବିଧା, ଠିକ୍ ଦାମ ନ ମିଳିବା ଓ ବଜାର ଅଭାବ ଏହି ଶିଳ୍ପକୁ କ୍ଷତି ପହଞ୍ଚାଉଛି। ଯୁବପିଢ଼ି ଏହି ବୃତ୍ତିକୁ ଆଦରି ନେବାକୁ ଚାହୁଁନାହାନ୍ତି। xyxy=(218,677,630,708)
front-col-1c xyxy=(896,2164,1172,2314)
cartoon-face-right xyxy=(349,1383,401,1443)
sidebar-para-3: ସୂଚନା ପାଇ ପୋଲିସ ଘଟଣାସ୍ଥଳରେ ପହଞ୍ଚି ମହିଳାଙ୍କୁ ଗିରଫ କରିଛି। ପୋଲିସ ମାମଲା ରୁଜୁ କରି ତଦନ୍ତ ଆରମ୍ଭ କରିଛି। ଏହି ଘଟଣାରେ ଅନ୍ୟ କେହି ସମ୍ପୃକ୍ତ ଅଛନ୍ତି କି ନାହିଁ ପୋଲିସ ଯାଞ୍ଚ କରୁଛି। xyxy=(1072,404,1264,484)
registration-dots-left xyxy=(262,2322,318,2339)
dot-magenta xyxy=(726,2327,736,2337)
maoist-para-1b: ଛତିଶଗଡ଼ ଦାନ୍ତେୱାଡ଼ା ଜିଲ୍ଲାରେ ମାଓବାଦୀ ବୋମା ବିସ୍ଫୋରଣ କରି ଫେରାର ହେଉଥିବା ବେଳେ ସୁରକ୍ଷାବଳ ସହ ମୁହାଁମୁହିଁ ହୋଇ ୧୫ ମାଓବାଦୀ ଧରାପଡ଼ିଛନ୍ତି। ପୋଲିସ ସୂତ୍ରରୁ ମିଳିଥିବା ଖବର ଅନୁସାରେ ଗିରଫ ମାଓବାଦୀଙ୍କ ମଧ୍ୟରେ ଅନେକ ମହିଳା ମଧ୍ୟ ରହିଛନ୍ତି। xyxy=(214,1151,414,1264)
small-story-dateline: ପାପଡ଼ାହାଣ୍ଡି,୨୯।୫ xyxy=(458,877,540,890)
bjd-col-2 xyxy=(660,1722,882,2312)
dot-cyan xyxy=(262,2327,272,2337)
front-para-1b: ଭାଜପାରେ ମୁଖ୍ୟମନ୍ତ୍ରୀଙ୍କ ସ୍ୱାସ୍ଥ୍ୟକୁ ନେଇ ପ୍ରଶ୍ନ ଉଠାଇ ଚର୍ଚ୍ଚା ହେଉଛି। ପ୍ରଧାନମନ୍ତ୍ରୀ ମୋଦି ନବୀନଙ୍କ ସ୍ୱାସ୍ଥ୍ୟରେ ହଠାତ୍ ଅବନତି ପଛରେ କୌଣସି ଷଡ଼ଯନ୍ତ୍ର ଅଛି କି ନାହିଁ ତାହା ତଦନ୍ତ କରାଯିବ ବୋଲି କହିଛନ୍ତି। ଏହାକୁ ନେଇ ରାଜ୍ୟ ରାଜନୀତି ସରଗରମ ହୋଇଛି। xyxy=(896,1569,1172,1649)
front-para-1c: ଭାଜପାରେ ମୁଖ୍ୟମନ୍ତ୍ରୀଙ୍କ ସ୍ୱାସ୍ଥ୍ୟକୁ ନେଇ ପ୍ରଶ୍ନ ଉଠାଇ ଚର୍ଚ୍ଚା ହେଉଛି। ପ୍ରଧାନମନ୍ତ୍ରୀ ମୋଦି ନବୀନଙ୍କ ସ୍ୱାସ୍ଥ୍ୟରେ ହଠାତ୍ ଅବନତି ପଛରେ କୌଣସି ଷଡ଼ଯନ୍ତ୍ର ଅଛି କି ନାହିଁ ତାହା ତଦନ୍ତ କରାଯିବ ବୋଲି କହିଛନ୍ତି। ଏହାକୁ ନେଇ ରାଜ୍ୟ ରାଜନୀତି ସରଗରମ ହୋଇଛି। xyxy=(1184,1686,1468,1767)
